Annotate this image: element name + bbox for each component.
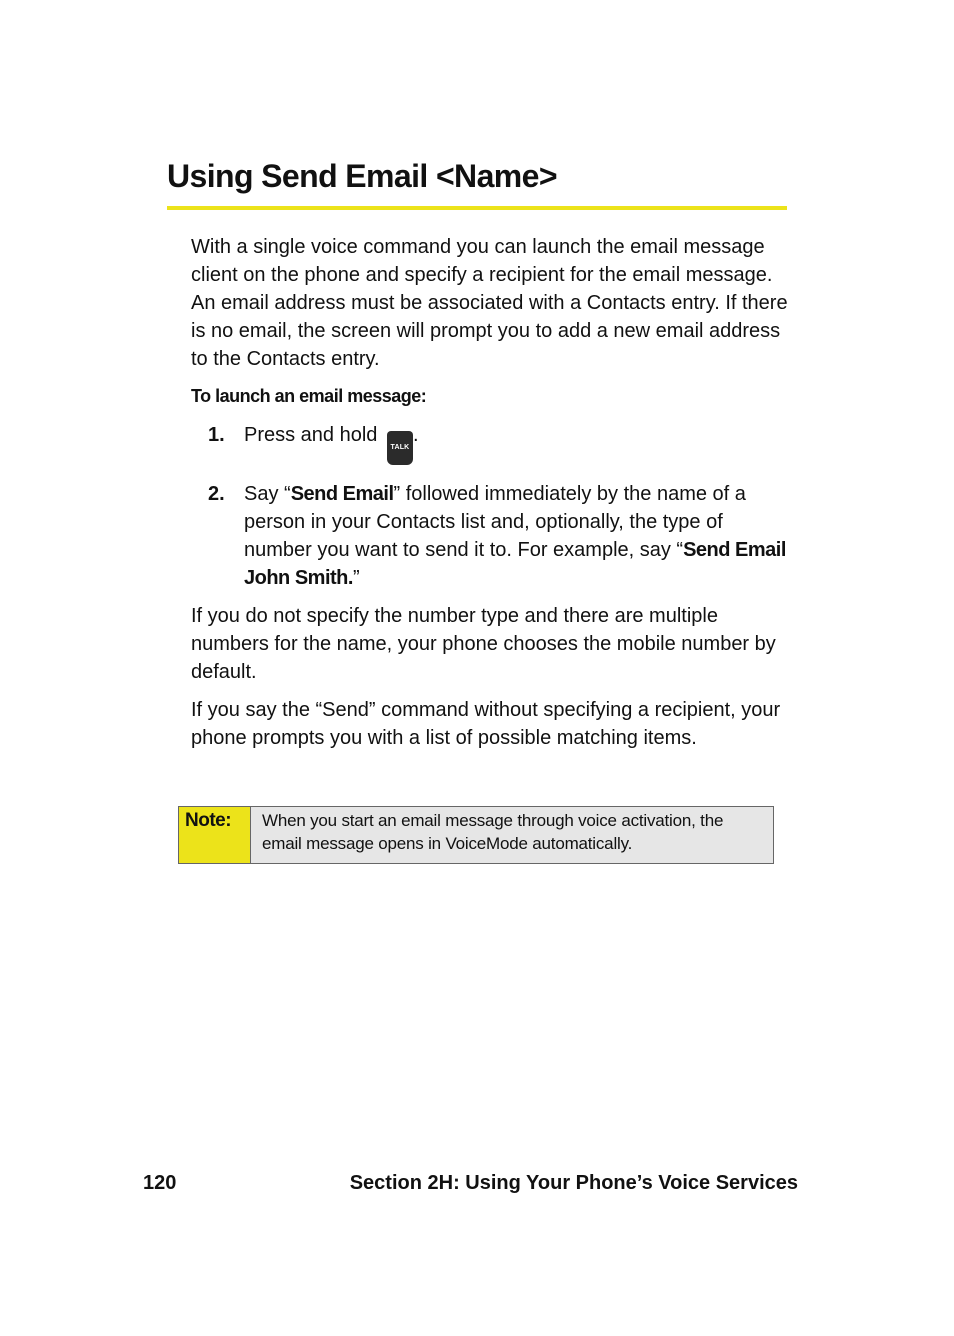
step-number: 2.: [208, 483, 225, 505]
title-underline-rule: [167, 206, 787, 210]
talk-key-icon: TALK: [387, 431, 413, 465]
step-text-part: ”: [352, 567, 360, 589]
voice-command-example: Send Email John Smith.: [244, 539, 786, 589]
procedure-heading: To launch an email message:: [191, 386, 427, 406]
step-text-before-key: Press and hold: [244, 424, 378, 446]
send-command-paragraph: If you say the “Send” command without specifying a recipient, your phone prompts you with a list of possible matching items.: [191, 699, 781, 749]
note-box: [178, 806, 774, 864]
step-list: [191, 421, 791, 592]
intro-paragraph: With a single voice command you can launch the email message client on the phone and specify a recipient for the email message. An email address must be associated with a Contacts entry. If there is no email, the screen will prompt you to add a new email address to the Contacts entry.: [191, 236, 788, 370]
step-text-part: Say “: [244, 483, 291, 505]
note-label: Note:: [179, 807, 251, 863]
step-2: [191, 480, 791, 592]
page-number: 120: [143, 1172, 177, 1194]
number-type-paragraph: If you do not specify the number type and there are multiple numbers for the name, your phone chooses the mobile number by default.: [191, 605, 776, 683]
note-text: When you start an email message through voice activation, the email message opens in VoiceMode automatically.: [251, 807, 773, 863]
section-footer: Section 2H: Using Your Phone’s Voice Services: [349, 1172, 798, 1194]
step-text: [244, 480, 791, 592]
page-title: Using Send Email <Name>: [167, 158, 557, 194]
main-content: [191, 233, 791, 762]
voice-command: Send Email: [290, 483, 394, 505]
step-text: [244, 421, 791, 465]
step-number: 1.: [208, 424, 225, 446]
step-text-part: ” followed immediately by the name of a person in your Contacts list and, optionally, the type of number you want to send it to. For example, say “: [244, 483, 746, 561]
step-1: [191, 421, 791, 465]
step-text-after-key: .: [412, 424, 419, 446]
